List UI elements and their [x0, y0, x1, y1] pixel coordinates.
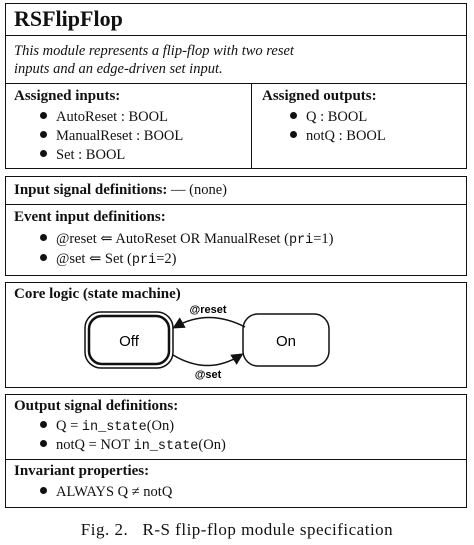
outputs-invariants-box: [5, 394, 467, 508]
bullet-icon: [40, 131, 47, 138]
transition-reset-arrow: [175, 317, 245, 327]
event-input-heading: Event input definitions:: [14, 209, 166, 225]
assigned-io-box: [5, 83, 467, 169]
invariant-heading: Invariant properties:: [14, 463, 150, 479]
bullet-icon: [40, 487, 47, 494]
input-signal-definitions: [14, 181, 227, 200]
assigned-outputs-heading: Assigned outputs:: [262, 88, 377, 104]
list-item: Q : BOOL: [290, 108, 367, 127]
bullet-icon: [40, 150, 47, 157]
list-item: AutoReset : BOOL: [40, 108, 168, 127]
module-header: [5, 3, 467, 84]
output-signal-heading: Output signal definitions:: [14, 398, 179, 414]
module-description-line1: This module represents a flip-flop with two reset: [14, 43, 294, 59]
core-logic-heading: Core logic (state machine): [14, 286, 181, 302]
list-item: @reset ⇐ AutoReset OR ManualReset (pri=1): [40, 230, 334, 250]
list-item: ManualReset : BOOL: [40, 127, 183, 146]
state-label-on: On: [275, 332, 296, 350]
figure-caption: Fig. 2. R-S flip-flop module specification: [80, 520, 394, 539]
bullet-icon: [290, 131, 297, 138]
input-signal-heading: Input signal definitions:: [14, 182, 168, 198]
core-logic-box: [5, 282, 467, 388]
transition-label-set: @set: [194, 368, 221, 381]
list-item: Q = in_state(On): [40, 417, 174, 437]
list-item: Set : BOOL: [40, 146, 125, 165]
state-machine-diagram: [5, 282, 467, 388]
list-item: @set ⇐ Set (pri=2): [40, 250, 176, 270]
state-label-off: Off: [118, 332, 139, 350]
list-item: ALWAYS Q ≠ notQ: [40, 483, 172, 502]
bullet-icon: [40, 234, 47, 241]
bullet-icon: [40, 254, 47, 261]
bullet-icon: [40, 112, 47, 119]
module-title: RSFlipFlop: [14, 6, 123, 31]
input-signal-value: — (none): [171, 182, 227, 198]
transition-set-arrow: [173, 355, 241, 366]
signal-definitions-box: [5, 176, 467, 276]
list-item: notQ = NOT in_state(On): [40, 436, 226, 456]
assigned-inputs-heading: Assigned inputs:: [14, 88, 121, 104]
bullet-icon: [40, 421, 47, 428]
transition-label-reset: @reset: [188, 303, 227, 316]
list-item: notQ : BOOL: [290, 127, 386, 146]
bullet-icon: [40, 440, 47, 447]
bullet-icon: [290, 112, 297, 119]
module-description-line2: inputs and an edge-driven set input.: [14, 61, 223, 77]
